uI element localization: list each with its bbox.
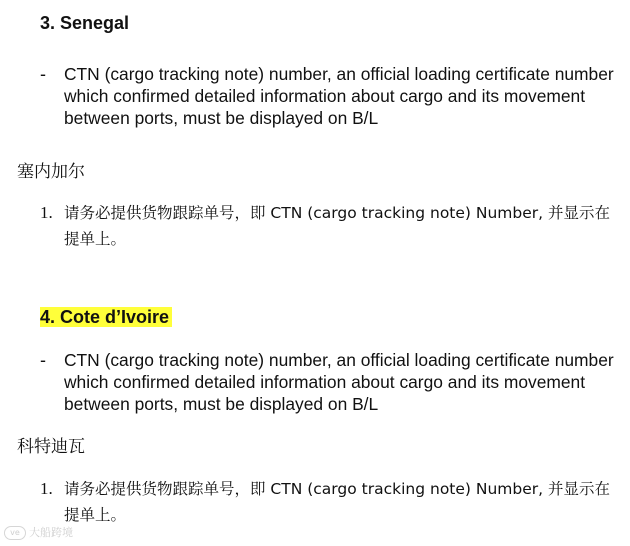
highlighted-heading-text: 4. Cote d’Ivoire [40, 307, 172, 327]
watermark [4, 526, 73, 540]
bullet-dash: - [40, 64, 46, 84]
section-heading-cote-divoire [40, 306, 172, 328]
chinese-country-title-senegal: 塞内加尔 [17, 162, 85, 182]
english-requirement-cote-divoire: CTN (cargo tracking note) number, an official loading certificate number which confirmed detailed information about cargo and its movement between ports, must be displayed on B/L [64, 350, 614, 414]
watermark-text: 大船跨境 [29, 526, 73, 539]
list-item-number: 1. [40, 203, 53, 222]
watermark-logo-icon: ve [4, 526, 26, 540]
english-requirement-senegal: CTN (cargo tracking note) number, an official loading certificate number which confirmed detailed information about cargo and its movement between ports, must be displayed on B/L [64, 64, 614, 128]
bullet-dash: - [40, 350, 46, 370]
chinese-requirement-cote-divoire: 请务必提供货物跟踪单号，即 CTN (cargo tracking note) Number, 并显示在提单上。 [64, 480, 611, 524]
section-heading-senegal: 3. Senegal [40, 13, 130, 33]
list-item-number: 1. [40, 479, 53, 498]
chinese-country-title-cote-divoire: 科特迪瓦 [17, 437, 85, 457]
chinese-requirement-senegal: 请务必提供货物跟踪单号，即 CTN (cargo tracking note) Number, 并显示在提单上。 [64, 204, 611, 248]
